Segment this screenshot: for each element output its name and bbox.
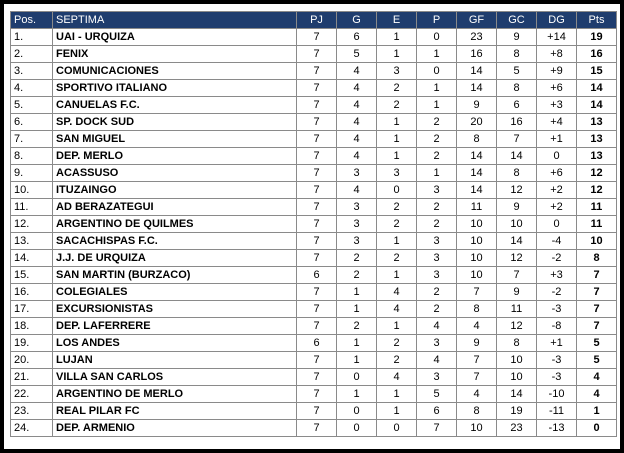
cell-gf: 8 bbox=[457, 131, 497, 148]
table-row bbox=[11, 267, 617, 284]
cell-gc: 8 bbox=[497, 165, 537, 182]
cell-e: 1 bbox=[377, 403, 417, 420]
cell-pts: 12 bbox=[577, 182, 617, 199]
cell-e: 1 bbox=[377, 386, 417, 403]
cell-team: REAL PILAR FC bbox=[53, 403, 297, 420]
cell-e: 1 bbox=[377, 318, 417, 335]
cell-gc: 14 bbox=[497, 386, 537, 403]
cell-team: ITUZAINGO bbox=[53, 182, 297, 199]
cell-dg: -2 bbox=[537, 284, 577, 301]
cell-pos: 6. bbox=[11, 114, 53, 131]
cell-g: 4 bbox=[337, 148, 377, 165]
cell-g: 4 bbox=[337, 63, 377, 80]
cell-pos: 21. bbox=[11, 369, 53, 386]
cell-g: 1 bbox=[337, 335, 377, 352]
cell-g: 6 bbox=[337, 29, 377, 46]
cell-team: SACACHISPAS F.C. bbox=[53, 233, 297, 250]
cell-dg: +6 bbox=[537, 165, 577, 182]
cell-pts: 10 bbox=[577, 233, 617, 250]
header-gc: GC bbox=[497, 12, 537, 29]
cell-pos: 1. bbox=[11, 29, 53, 46]
cell-team: SPORTIVO ITALIANO bbox=[53, 80, 297, 97]
cell-p: 2 bbox=[417, 199, 457, 216]
cell-p: 1 bbox=[417, 46, 457, 63]
cell-g: 5 bbox=[337, 46, 377, 63]
cell-gc: 7 bbox=[497, 131, 537, 148]
cell-g: 3 bbox=[337, 216, 377, 233]
cell-pos: 4. bbox=[11, 80, 53, 97]
cell-dg: 0 bbox=[537, 148, 577, 165]
cell-team: EXCURSIONISTAS bbox=[53, 301, 297, 318]
cell-p: 3 bbox=[417, 369, 457, 386]
cell-pts: 7 bbox=[577, 318, 617, 335]
table-row bbox=[11, 369, 617, 386]
standings-body bbox=[11, 29, 617, 437]
cell-pj: 7 bbox=[297, 80, 337, 97]
cell-gc: 10 bbox=[497, 352, 537, 369]
table-row bbox=[11, 182, 617, 199]
cell-team: ARGENTINO DE MERLO bbox=[53, 386, 297, 403]
header-pj: PJ bbox=[297, 12, 337, 29]
cell-pos: 5. bbox=[11, 97, 53, 114]
cell-gf: 7 bbox=[457, 369, 497, 386]
cell-g: 3 bbox=[337, 199, 377, 216]
cell-pts: 0 bbox=[577, 420, 617, 437]
cell-gf: 4 bbox=[457, 386, 497, 403]
cell-pts: 11 bbox=[577, 216, 617, 233]
cell-pj: 7 bbox=[297, 216, 337, 233]
cell-team: SP. DOCK SUD bbox=[53, 114, 297, 131]
cell-e: 1 bbox=[377, 29, 417, 46]
cell-dg: +2 bbox=[537, 182, 577, 199]
cell-gc: 11 bbox=[497, 301, 537, 318]
cell-pts: 5 bbox=[577, 352, 617, 369]
cell-p: 7 bbox=[417, 420, 457, 437]
cell-team: COLEGIALES bbox=[53, 284, 297, 301]
cell-p: 2 bbox=[417, 301, 457, 318]
cell-dg: +3 bbox=[537, 97, 577, 114]
cell-g: 2 bbox=[337, 318, 377, 335]
cell-gf: 7 bbox=[457, 284, 497, 301]
cell-pts: 14 bbox=[577, 97, 617, 114]
cell-pos: 24. bbox=[11, 420, 53, 437]
cell-pj: 7 bbox=[297, 369, 337, 386]
cell-pj: 7 bbox=[297, 284, 337, 301]
cell-pts: 7 bbox=[577, 301, 617, 318]
cell-p: 0 bbox=[417, 63, 457, 80]
cell-team: FENIX bbox=[53, 46, 297, 63]
cell-e: 4 bbox=[377, 369, 417, 386]
cell-gf: 20 bbox=[457, 114, 497, 131]
cell-pj: 6 bbox=[297, 267, 337, 284]
cell-pj: 6 bbox=[297, 335, 337, 352]
cell-e: 2 bbox=[377, 97, 417, 114]
cell-gc: 12 bbox=[497, 318, 537, 335]
cell-pj: 7 bbox=[297, 199, 337, 216]
cell-pos: 10. bbox=[11, 182, 53, 199]
cell-pts: 13 bbox=[577, 114, 617, 131]
table-row bbox=[11, 114, 617, 131]
cell-pj: 7 bbox=[297, 46, 337, 63]
table-row bbox=[11, 386, 617, 403]
cell-e: 2 bbox=[377, 216, 417, 233]
cell-p: 2 bbox=[417, 114, 457, 131]
cell-gf: 14 bbox=[457, 165, 497, 182]
cell-g: 1 bbox=[337, 352, 377, 369]
cell-gc: 19 bbox=[497, 403, 537, 420]
cell-pos: 16. bbox=[11, 284, 53, 301]
header-pts: Pts bbox=[577, 12, 617, 29]
table-row bbox=[11, 148, 617, 165]
cell-gf: 14 bbox=[457, 63, 497, 80]
cell-gf: 23 bbox=[457, 29, 497, 46]
cell-gf: 16 bbox=[457, 46, 497, 63]
cell-dg: -2 bbox=[537, 250, 577, 267]
table-row bbox=[11, 97, 617, 114]
cell-g: 4 bbox=[337, 182, 377, 199]
cell-e: 0 bbox=[377, 420, 417, 437]
cell-e: 1 bbox=[377, 148, 417, 165]
cell-e: 2 bbox=[377, 335, 417, 352]
cell-pts: 4 bbox=[577, 369, 617, 386]
cell-g: 0 bbox=[337, 403, 377, 420]
cell-g: 3 bbox=[337, 165, 377, 182]
cell-team: DEP. ARMENIO bbox=[53, 420, 297, 437]
cell-gc: 5 bbox=[497, 63, 537, 80]
cell-team: ACASSUSO bbox=[53, 165, 297, 182]
cell-team: UAI - URQUIZA bbox=[53, 29, 297, 46]
cell-pj: 7 bbox=[297, 352, 337, 369]
table-row bbox=[11, 233, 617, 250]
cell-pos: 8. bbox=[11, 148, 53, 165]
cell-e: 1 bbox=[377, 267, 417, 284]
cell-dg: -3 bbox=[537, 301, 577, 318]
cell-dg: -4 bbox=[537, 233, 577, 250]
table-row bbox=[11, 301, 617, 318]
table-row bbox=[11, 403, 617, 420]
cell-pos: 18. bbox=[11, 318, 53, 335]
cell-e: 1 bbox=[377, 233, 417, 250]
cell-pos: 22. bbox=[11, 386, 53, 403]
cell-gf: 9 bbox=[457, 97, 497, 114]
cell-gc: 14 bbox=[497, 233, 537, 250]
cell-gf: 10 bbox=[457, 216, 497, 233]
table-row bbox=[11, 63, 617, 80]
cell-gc: 7 bbox=[497, 267, 537, 284]
cell-team: LOS ANDES bbox=[53, 335, 297, 352]
cell-e: 1 bbox=[377, 114, 417, 131]
cell-e: 2 bbox=[377, 250, 417, 267]
cell-team: AD BERAZATEGUI bbox=[53, 199, 297, 216]
header-pos: Pos. bbox=[11, 12, 53, 29]
cell-gc: 8 bbox=[497, 335, 537, 352]
cell-g: 3 bbox=[337, 233, 377, 250]
cell-gf: 7 bbox=[457, 352, 497, 369]
cell-team: DEP. MERLO bbox=[53, 148, 297, 165]
cell-p: 3 bbox=[417, 335, 457, 352]
cell-team: VILLA SAN CARLOS bbox=[53, 369, 297, 386]
table-row bbox=[11, 318, 617, 335]
cell-gc: 8 bbox=[497, 80, 537, 97]
cell-dg: +8 bbox=[537, 46, 577, 63]
cell-e: 2 bbox=[377, 199, 417, 216]
table-row bbox=[11, 284, 617, 301]
cell-pos: 12. bbox=[11, 216, 53, 233]
header-g: G bbox=[337, 12, 377, 29]
cell-dg: +6 bbox=[537, 80, 577, 97]
cell-pts: 11 bbox=[577, 199, 617, 216]
cell-gf: 10 bbox=[457, 250, 497, 267]
standings-table bbox=[10, 11, 617, 437]
cell-e: 4 bbox=[377, 301, 417, 318]
cell-p: 2 bbox=[417, 131, 457, 148]
cell-gf: 10 bbox=[457, 233, 497, 250]
cell-pos: 23. bbox=[11, 403, 53, 420]
cell-dg: -3 bbox=[537, 352, 577, 369]
cell-g: 1 bbox=[337, 386, 377, 403]
header-gf: GF bbox=[457, 12, 497, 29]
cell-g: 2 bbox=[337, 250, 377, 267]
cell-gc: 12 bbox=[497, 182, 537, 199]
cell-g: 4 bbox=[337, 131, 377, 148]
cell-p: 6 bbox=[417, 403, 457, 420]
cell-team: ARGENTINO DE QUILMES bbox=[53, 216, 297, 233]
cell-e: 2 bbox=[377, 352, 417, 369]
cell-pos: 7. bbox=[11, 131, 53, 148]
cell-p: 3 bbox=[417, 250, 457, 267]
cell-pj: 7 bbox=[297, 403, 337, 420]
cell-e: 1 bbox=[377, 131, 417, 148]
cell-p: 3 bbox=[417, 233, 457, 250]
table-row bbox=[11, 250, 617, 267]
cell-gc: 14 bbox=[497, 148, 537, 165]
cell-gc: 8 bbox=[497, 46, 537, 63]
cell-pts: 19 bbox=[577, 29, 617, 46]
cell-gc: 10 bbox=[497, 216, 537, 233]
cell-pj: 7 bbox=[297, 182, 337, 199]
cell-p: 1 bbox=[417, 165, 457, 182]
cell-pj: 7 bbox=[297, 386, 337, 403]
cell-p: 2 bbox=[417, 284, 457, 301]
table-row bbox=[11, 46, 617, 63]
cell-pts: 1 bbox=[577, 403, 617, 420]
cell-p: 2 bbox=[417, 148, 457, 165]
header-e: E bbox=[377, 12, 417, 29]
table-row bbox=[11, 420, 617, 437]
cell-gf: 14 bbox=[457, 182, 497, 199]
cell-pos: 9. bbox=[11, 165, 53, 182]
cell-dg: +4 bbox=[537, 114, 577, 131]
cell-pj: 7 bbox=[297, 233, 337, 250]
cell-pts: 14 bbox=[577, 80, 617, 97]
cell-gc: 23 bbox=[497, 420, 537, 437]
cell-p: 4 bbox=[417, 352, 457, 369]
cell-g: 4 bbox=[337, 114, 377, 131]
cell-pos: 13. bbox=[11, 233, 53, 250]
cell-dg: -13 bbox=[537, 420, 577, 437]
cell-gc: 16 bbox=[497, 114, 537, 131]
cell-g: 0 bbox=[337, 420, 377, 437]
cell-dg: +3 bbox=[537, 267, 577, 284]
cell-dg: +1 bbox=[537, 335, 577, 352]
table-row bbox=[11, 29, 617, 46]
cell-pts: 13 bbox=[577, 148, 617, 165]
cell-g: 0 bbox=[337, 369, 377, 386]
cell-pts: 15 bbox=[577, 63, 617, 80]
cell-pj: 7 bbox=[297, 318, 337, 335]
cell-g: 1 bbox=[337, 301, 377, 318]
cell-e: 1 bbox=[377, 46, 417, 63]
cell-pos: 14. bbox=[11, 250, 53, 267]
cell-p: 0 bbox=[417, 29, 457, 46]
cell-pos: 11. bbox=[11, 199, 53, 216]
cell-pj: 7 bbox=[297, 97, 337, 114]
cell-pts: 7 bbox=[577, 284, 617, 301]
table-row bbox=[11, 80, 617, 97]
cell-gf: 14 bbox=[457, 80, 497, 97]
cell-team: SAN MARTIN (BURZACO) bbox=[53, 267, 297, 284]
table-row bbox=[11, 165, 617, 182]
cell-dg: -3 bbox=[537, 369, 577, 386]
cell-dg: +2 bbox=[537, 199, 577, 216]
table-row bbox=[11, 131, 617, 148]
cell-dg: +1 bbox=[537, 131, 577, 148]
cell-pj: 7 bbox=[297, 131, 337, 148]
cell-team: DEP. LAFERRERE bbox=[53, 318, 297, 335]
cell-team: SAN MIGUEL bbox=[53, 131, 297, 148]
cell-team: CANUELAS F.C. bbox=[53, 97, 297, 114]
header-team: SEPTIMA bbox=[53, 12, 297, 29]
cell-p: 3 bbox=[417, 267, 457, 284]
cell-dg: +9 bbox=[537, 63, 577, 80]
cell-e: 3 bbox=[377, 63, 417, 80]
cell-g: 4 bbox=[337, 80, 377, 97]
cell-pj: 7 bbox=[297, 63, 337, 80]
cell-e: 4 bbox=[377, 284, 417, 301]
cell-pj: 7 bbox=[297, 148, 337, 165]
cell-dg: -10 bbox=[537, 386, 577, 403]
cell-pos: 17. bbox=[11, 301, 53, 318]
cell-pts: 7 bbox=[577, 267, 617, 284]
cell-gf: 11 bbox=[457, 199, 497, 216]
cell-g: 2 bbox=[337, 267, 377, 284]
cell-e: 0 bbox=[377, 182, 417, 199]
cell-pos: 20. bbox=[11, 352, 53, 369]
cell-gf: 10 bbox=[457, 420, 497, 437]
cell-e: 2 bbox=[377, 80, 417, 97]
cell-pos: 15. bbox=[11, 267, 53, 284]
cell-gf: 14 bbox=[457, 148, 497, 165]
cell-dg: -11 bbox=[537, 403, 577, 420]
table-row bbox=[11, 199, 617, 216]
cell-pj: 7 bbox=[297, 301, 337, 318]
cell-gf: 4 bbox=[457, 318, 497, 335]
cell-gc: 6 bbox=[497, 97, 537, 114]
cell-g: 1 bbox=[337, 284, 377, 301]
cell-pj: 7 bbox=[297, 29, 337, 46]
cell-pts: 8 bbox=[577, 250, 617, 267]
cell-pj: 7 bbox=[297, 114, 337, 131]
cell-p: 5 bbox=[417, 386, 457, 403]
cell-dg: -8 bbox=[537, 318, 577, 335]
cell-gc: 9 bbox=[497, 284, 537, 301]
cell-gf: 8 bbox=[457, 403, 497, 420]
cell-pj: 7 bbox=[297, 165, 337, 182]
header-row bbox=[11, 12, 617, 29]
cell-g: 4 bbox=[337, 97, 377, 114]
cell-p: 1 bbox=[417, 97, 457, 114]
cell-pj: 7 bbox=[297, 250, 337, 267]
cell-dg: 0 bbox=[537, 216, 577, 233]
cell-gc: 9 bbox=[497, 199, 537, 216]
table-row bbox=[11, 352, 617, 369]
cell-team: COMUNICACIONES bbox=[53, 63, 297, 80]
cell-p: 1 bbox=[417, 80, 457, 97]
cell-dg: +14 bbox=[537, 29, 577, 46]
cell-gc: 12 bbox=[497, 250, 537, 267]
cell-pts: 16 bbox=[577, 46, 617, 63]
cell-p: 3 bbox=[417, 182, 457, 199]
cell-pts: 5 bbox=[577, 335, 617, 352]
cell-pts: 13 bbox=[577, 131, 617, 148]
cell-pts: 12 bbox=[577, 165, 617, 182]
cell-pos: 2. bbox=[11, 46, 53, 63]
header-p: P bbox=[417, 12, 457, 29]
cell-pts: 4 bbox=[577, 386, 617, 403]
cell-p: 2 bbox=[417, 216, 457, 233]
cell-pj: 7 bbox=[297, 420, 337, 437]
cell-gc: 10 bbox=[497, 369, 537, 386]
cell-gf: 9 bbox=[457, 335, 497, 352]
cell-gf: 10 bbox=[457, 267, 497, 284]
cell-gf: 8 bbox=[457, 301, 497, 318]
cell-p: 4 bbox=[417, 318, 457, 335]
cell-pos: 19. bbox=[11, 335, 53, 352]
cell-gc: 9 bbox=[497, 29, 537, 46]
table-row bbox=[11, 335, 617, 352]
cell-team: LUJAN bbox=[53, 352, 297, 369]
cell-team: J.J. DE URQUIZA bbox=[53, 250, 297, 267]
header-dg: DG bbox=[537, 12, 577, 29]
cell-pos: 3. bbox=[11, 63, 53, 80]
cell-e: 3 bbox=[377, 165, 417, 182]
table-row bbox=[11, 216, 617, 233]
